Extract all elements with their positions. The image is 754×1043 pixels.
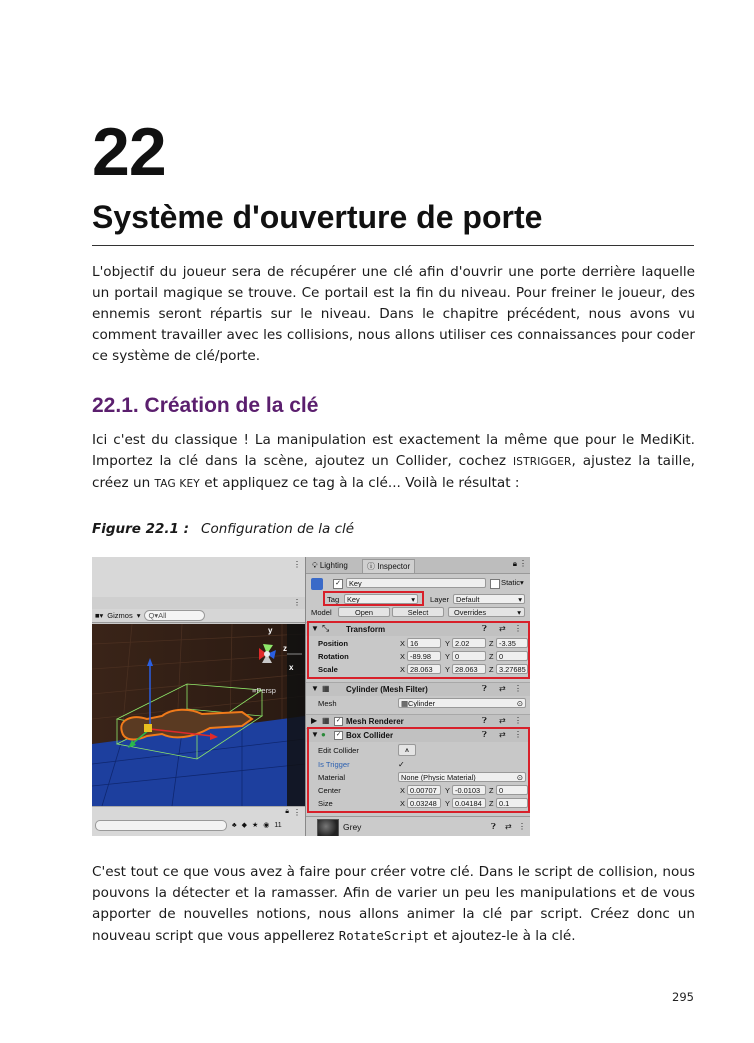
axis-y-label: Y (445, 799, 450, 808)
help-icon[interactable]: ❓︎ (482, 730, 487, 739)
overrides-dropdown[interactable] (448, 607, 525, 617)
tag-value: Key (347, 595, 360, 604)
more-icon[interactable]: ⋮ (293, 560, 301, 569)
tab-lighting[interactable] (308, 559, 352, 572)
mesh-value: Cylinder (407, 699, 436, 708)
gizmo-axis-x: x (289, 663, 294, 672)
scale-y-field[interactable]: 28.063 (452, 664, 486, 674)
grid-icon: ▦ (322, 716, 330, 725)
rotation-y-field[interactable]: 0 (452, 651, 486, 661)
persp-label[interactable] (252, 686, 276, 695)
collapse-arrow-icon: ▼ (311, 684, 319, 693)
center-x-field[interactable]: 0.00707 (407, 785, 441, 795)
axis-z-label: Z (489, 665, 494, 674)
rotation-z-field[interactable]: 0 (496, 651, 528, 661)
axis-y-label: Y (445, 665, 450, 674)
preset-icon[interactable]: ⇄ (499, 716, 506, 725)
tab-lighting-label: Lighting (319, 561, 348, 570)
grid-icon: ▦ (322, 684, 330, 693)
collider-icon: ● (321, 730, 326, 739)
material-label: Material (318, 773, 346, 782)
is-trigger-checkbox[interactable]: ✓ (398, 760, 405, 769)
mesh-renderer-header[interactable] (306, 714, 530, 728)
inspector-tabs (306, 557, 530, 574)
rotation-label: Rotation (318, 652, 349, 661)
camera-icon[interactable]: ■▾ (95, 611, 104, 620)
scale-x-field[interactable]: 28.063 (407, 664, 441, 674)
mesh-renderer-title: Mesh Renderer (346, 717, 404, 726)
overrides-label: Overrides (454, 608, 487, 617)
material-preview (317, 819, 339, 836)
tag-key-term: TAG KEY (154, 478, 200, 490)
material-name: Grey (343, 822, 362, 832)
axis-y-label: Y (445, 639, 450, 648)
visibility-icon[interactable]: ◉ (263, 822, 270, 829)
persp-prefix: ≡ (252, 686, 257, 695)
material-value: None (Physic Material) (401, 773, 476, 782)
axis-x-label: X (400, 665, 405, 674)
transform-title: Transform (346, 625, 386, 634)
istrigger-term: ISTRIGGER (512, 456, 572, 468)
box-collider-highlight (307, 727, 530, 813)
axis-x-label: X (400, 639, 405, 648)
size-label: Size (318, 799, 333, 808)
box-collider-checkbox[interactable]: ✓ (335, 732, 342, 738)
help-icon[interactable]: ❓︎ (482, 716, 487, 725)
scene-toolbar (92, 609, 305, 623)
gizmo-axis-y: y (268, 626, 273, 635)
scene-header (92, 557, 305, 598)
figure-label: Figure 22.1 : (92, 521, 190, 537)
star-icon[interactable]: ★ (251, 822, 259, 829)
size-x-field[interactable]: 0.03248 (407, 798, 441, 808)
intro-paragraph: L'objectif du joueur sera de récupérer une clé afin d'ouvrir une porte derrière laquelle un portail magique se trouve. Ce portail est la fin du niveau. Pour freiner le joueur, des ennemis seront répartis sur le niveau. Dans le chapitre précédent, nous avons vu comment travailler avec les collisions, nous allons utiliser ces connaissances pour coder ce système de clé/porte. (92, 264, 695, 364)
more-icon[interactable]: ⋮ (514, 730, 522, 739)
tab-inspector[interactable] (362, 559, 415, 573)
project-search-bar (92, 818, 305, 832)
label-icon[interactable]: ◆ (241, 822, 247, 829)
info-icon: ⓘ (367, 562, 378, 571)
collapse-arrow-icon: ▼ (311, 624, 319, 633)
axis-y-label: Y (445, 652, 450, 661)
static-label: Static (501, 578, 520, 587)
layer-value: Default (456, 595, 480, 604)
inspector-panel (305, 557, 530, 836)
layer-dropdown[interactable] (453, 594, 525, 604)
scale-label: Scale (318, 665, 338, 674)
para-text: C'est tout ce que vous avez à faire pour créer votre clé. Dans le script de collision, nous pouvons la détecter et la ramasser. Afin de varier un peu les manipulations et de vous apporter de nouvelles notions, nous allons animer la clé par script. Créez donc un nouveau script que vous appellerez (92, 864, 695, 944)
material-footer[interactable] (306, 816, 530, 836)
axis-x-label: X (400, 652, 405, 661)
position-y-field[interactable]: 2.02 (452, 638, 486, 648)
mesh-filter-title: Cylinder (Mesh Filter) (346, 685, 428, 694)
help-icon[interactable]: ❓︎ (482, 684, 487, 693)
mesh-filter-header[interactable] (306, 682, 530, 696)
tag-label: Tag (327, 595, 340, 604)
gizmo-axis-z: z (283, 644, 287, 653)
rotation-x-field[interactable]: -89.98 (407, 651, 441, 661)
edit-collider-icon: ⩚ (404, 745, 410, 754)
position-x-field[interactable]: 16 (407, 638, 441, 648)
scene-viewport[interactable] (92, 624, 305, 806)
preset-icon[interactable]: ⇄ (499, 624, 506, 633)
center-z-field[interactable]: 0 (496, 785, 528, 795)
lock-icon[interactable]: 🔒︎ (285, 808, 289, 815)
scene-panel (92, 557, 305, 836)
transform-highlight (307, 621, 530, 679)
axis-y-label: Y (445, 786, 450, 795)
figure-caption (92, 520, 354, 538)
center-label: Center (318, 786, 341, 795)
more-icon[interactable]: ⋮ (514, 624, 522, 633)
transform-icon: ⤡ (322, 623, 330, 633)
layer-label: Layer (430, 595, 449, 604)
axis-z-label: Z (489, 799, 494, 808)
axis-x-label: X (400, 786, 405, 795)
search-icon: Q▾ (148, 611, 159, 620)
open-button[interactable]: Open (338, 607, 390, 617)
static-dropdown[interactable] (501, 578, 524, 587)
preset-icon[interactable]: ⇄ (505, 822, 512, 831)
more-icon[interactable]: ⋮ (293, 808, 301, 817)
chapter-number: 22 (92, 114, 166, 190)
axis-z-label: Z (489, 786, 494, 795)
active-checkbox[interactable]: ✓ (333, 579, 343, 589)
axis-z-label: Z (489, 652, 494, 661)
scene-tab-bar (92, 597, 305, 609)
search-placeholder: All (158, 611, 167, 620)
static-checkbox[interactable] (490, 579, 500, 589)
scene-view-render (92, 624, 305, 806)
page-number: 295 (672, 990, 694, 1004)
more-icon[interactable]: ⋮ (293, 598, 301, 607)
select-button[interactable]: Select (392, 607, 444, 617)
position-z-field[interactable]: -3.35 (496, 638, 528, 648)
scale-z-field[interactable]: 3.27685 (496, 664, 528, 674)
position-label: Position (318, 639, 348, 648)
scene-search-input[interactable] (144, 610, 205, 621)
dropdown-arrow-icon: ▾ (517, 608, 521, 617)
para-text: Ici c'est du classique ! La manipulation est exactement la même que pour le MediKit. Importez la clé dans la scène, ajoutez un Collider, cochez (92, 432, 695, 469)
is-trigger-label: Is Trigger (318, 760, 350, 769)
dropdown-arrow-icon[interactable]: ▾ (136, 611, 141, 620)
chapter-title: Système d'ouverture de porte (92, 199, 543, 235)
center-y-field[interactable]: -0.0103 (452, 785, 486, 795)
size-y-field[interactable]: 0.04184 (452, 798, 486, 808)
preset-icon[interactable]: ⇄ (499, 730, 506, 739)
unity-screenshot (92, 557, 530, 836)
more-icon[interactable]: ⋮ (518, 822, 526, 831)
mesh-renderer-checkbox[interactable]: ✓ (335, 718, 342, 724)
collapse-arrow-icon: ▼ (311, 730, 319, 739)
grid-icon: ▦ (401, 699, 408, 708)
lock-icon[interactable]: 🔒︎ (512, 559, 517, 568)
help-icon[interactable]: ❓︎ (482, 624, 487, 633)
more-icon[interactable]: ⋮ (514, 684, 522, 693)
axis-z-label: Z (489, 639, 494, 648)
preset-icon[interactable]: ⇄ (499, 684, 506, 693)
dropdown-arrow-icon: ▾ (520, 578, 524, 587)
para-text: et ajoutez-le à la clé. (429, 928, 576, 944)
axis-x-label: X (400, 799, 405, 808)
section-title: 22.1. Création de la clé (92, 394, 319, 417)
gizmos-menu[interactable]: Gizmos (107, 611, 133, 620)
dropdown-arrow-icon: ▾ (411, 595, 415, 604)
model-label: Model (311, 608, 332, 617)
help-icon[interactable]: ❓︎ (491, 822, 496, 831)
section-paragraph (92, 430, 695, 495)
tag-highlight (323, 591, 424, 606)
para-text: et appliquez ce tag à la clé... Voilà le résultat : (199, 475, 520, 491)
persp-text: Persp (256, 686, 276, 695)
hidden-count: 11 (274, 821, 282, 829)
object-name-field[interactable]: Key (346, 578, 486, 588)
project-search-input[interactable] (95, 820, 227, 831)
mesh-label: Mesh (318, 699, 337, 708)
tab-inspector-label: Inspector (377, 562, 411, 571)
filter-icon[interactable]: ♣ (232, 821, 237, 829)
size-z-field[interactable]: 0.1 (496, 798, 528, 808)
closing-paragraph (92, 862, 695, 947)
expand-arrow-icon: ▶ (311, 716, 318, 725)
script-name-code: RotateScript (338, 928, 430, 943)
target-icon: ⊙ (516, 699, 523, 708)
dropdown-arrow-icon: ▾ (518, 595, 522, 604)
bulb-icon: 💡︎ (312, 561, 320, 570)
para-text: , ajustez la taille, créez un (92, 453, 695, 491)
figure-caption-text: Configuration de la clé (201, 521, 355, 537)
mesh-field[interactable] (398, 698, 526, 708)
more-icon[interactable]: ⋮ (519, 559, 527, 568)
chapter-title-rule (92, 245, 694, 246)
edit-collider-label: Edit Collider (318, 746, 359, 755)
target-icon: ⊙ (516, 773, 523, 782)
prefab-cube-icon (311, 578, 323, 590)
box-collider-title: Box Collider (346, 731, 394, 740)
more-icon[interactable]: ⋮ (514, 716, 522, 725)
